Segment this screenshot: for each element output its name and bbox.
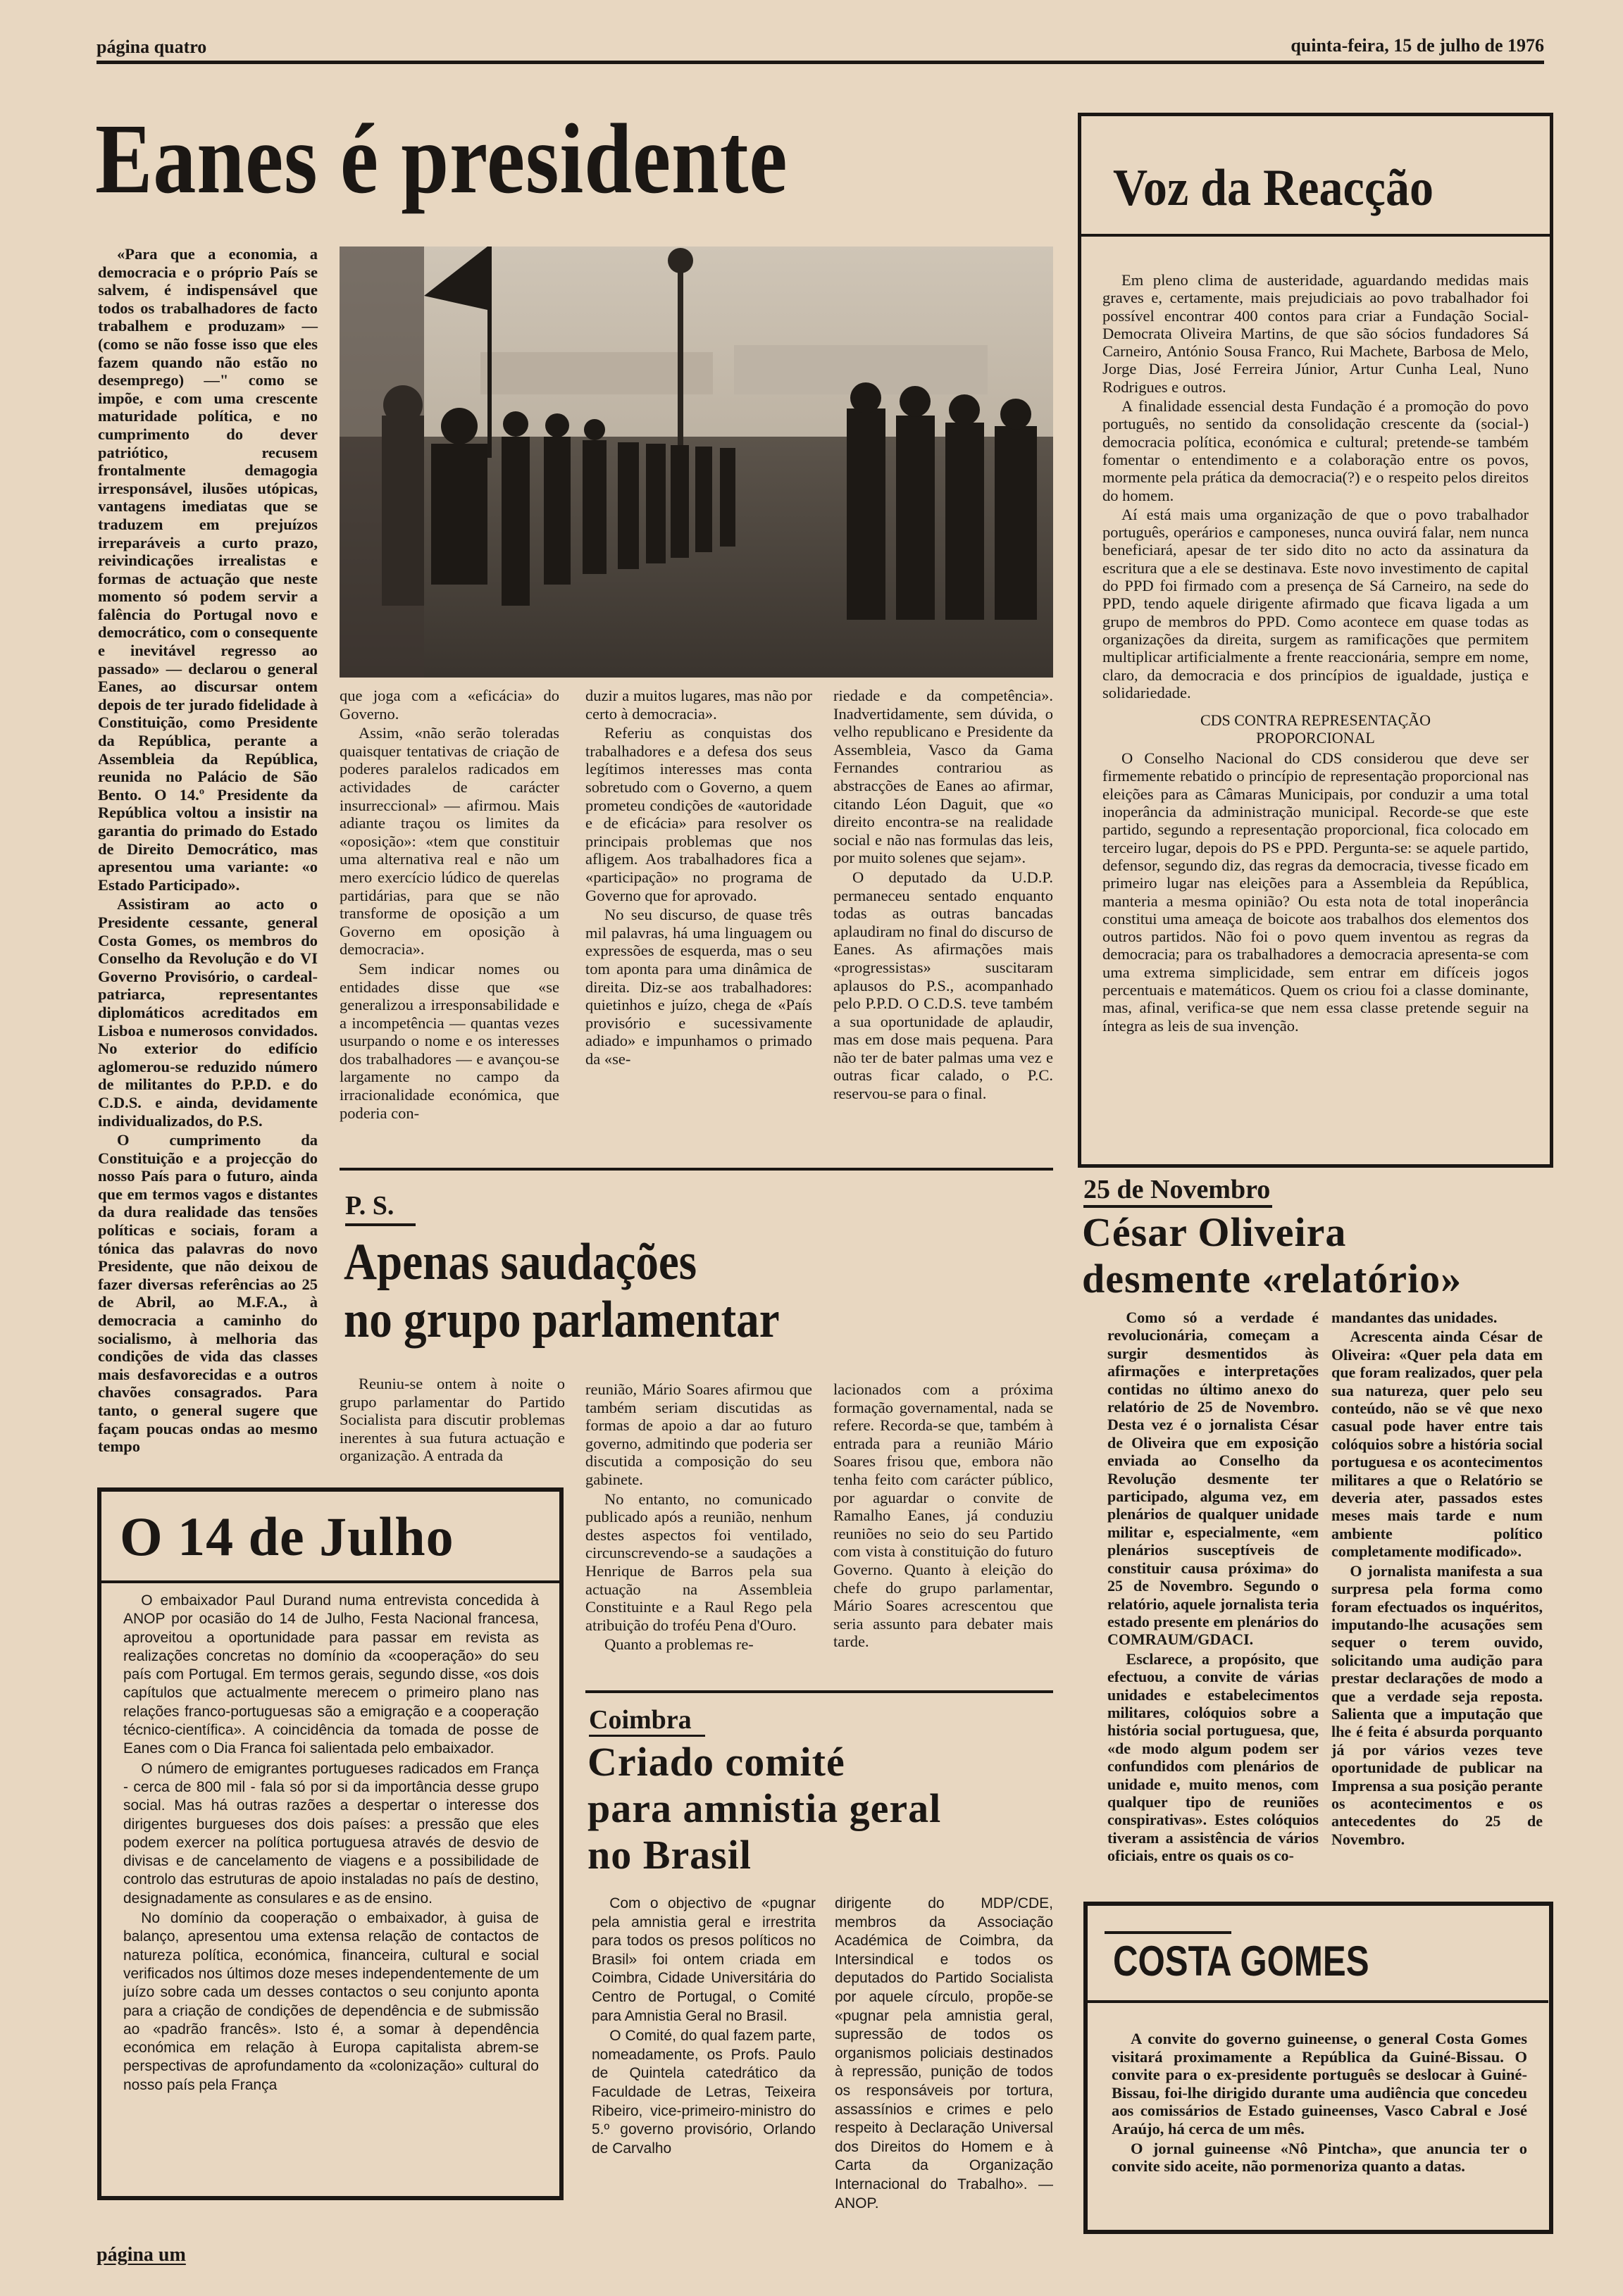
paragraph: Com o objectivo de «pugnar pela amnistia geral e irrestrita para todos os presos políticos no Brasil» foi ontem criada em Coimbra, Cidade Universitária do Centro de Portugal, o Comité para Amnistia Geral no Brasil. (592, 1895, 816, 2024)
paragraph: A finalidade essencial desta Fundação é a promoção do povo português, no sentido da consolidação crescente da (social-) democracia política, económica e cultural; pretende-se também fomentar o entendimento e a colaboração entre os povos, mormente pela prática da democracia(?) e o respeito pelos direitos do homem. (1102, 397, 1529, 504)
oliveira-column-2 (1331, 1309, 1543, 1849)
cds-subhead (1102, 711, 1529, 747)
paragraph: O Conselho Nacional do CDS considerou que deve ser firmemente rebatido o princípio de representação proporcional nas eleições para as Câmaras Municipais, por conduzir a uma total inoperância da administração municipal. Recorde-se que este partido, segundo a representação proporcional, fica colocado em terceiro lugar, depois do PS e PPD. Pergunta-se: se aquele partido, defensor, segundo diz, das regras da democracia, tivesse ficado em primeiro lugar nas eleições para a Assembleia da República, manteria a mesma opinião? Ou esta nota de total inoperância constitui uma ameaça de boicote aos trabalhos dos elementos dos outros partidos. Não foi o povo quem inventou as regras da democracia; para os trabalhadores a democracia apresenta-se com uma extrema simplicidade, sem entrar em difíceis jogos percentuais e matemáticos. Quem os criou foi a classe dominante, mas, afinal, verifica-se que nem essa classe pretende seguir na íntegra as leis de sua invenção. (1102, 749, 1529, 1035)
ps-column-1 (340, 1375, 565, 1466)
kicker-underline (345, 1223, 416, 1226)
header-rule (97, 61, 1544, 64)
julho-head-rule (97, 1580, 562, 1583)
paragraph: «Para que a economia, a democracia e o próprio País se salvem, é indispensável que todos os trabalhadores de facto trabalhem e produzam» — (como se não fosse isso que eles fazem quando não estão no desemprego) —" como se impõe, e com uma crescente maturidade política, e no cumprimento do dever patriótico, recusem frontalmente demagogia irresponsável, ilusões utópicas, vantagens imediatas que se traduzem em prejuízos irreparáveis a curto prazo, reivindicações irrealistas e formas de actuação que neste momento só podem servir a falência do Portugal novo e democrático, com o consequente e inevitável regresso ao passado» — declarou o general Eanes, ao discursar ontem depois de ter jurado fidelidade à Constituição, como Presidente da República, perante a Assembleia da República, reunida no Palácio de São Bento. O 14.º Presidente da República voltou a insistir na garantia do primado do Estado de Direito Democrático, mas apresentou uma variante: «o Estado Participado». (98, 245, 318, 894)
paragraph: Aí está mais uma organização de que o povo trabalhador português, operários e camponeses, nunca ouvirá falar, nem nunca beneficiará, apesar de ter sido dito no acto da assinatura da escritura que a ele se destinava. Este novo investimento de capital do PPD foi firmado com a presença de Sá Carneiro, na sede do PPD, tendo aquele dirigente afirmado que ficava ligada a um grupo de membros do PPD. Como acontece em quase todas as organizações da direita, surgem as ramificações que permitem multiplicar artificialmente a frente reaccionária, sempre em nome, claro, da democracia e dos princípios de igualdade, justiça e solidariedade. (1102, 505, 1529, 701)
paragraph: Esclarece, a propósito, que efectuou, a convite de várias unidades e estabelecimentos militares, colóquios sobre a história social portuguesa, que, «de modo algum podem ser confundidos com plenários de unidade e, muito menos, com qualquer tipo de reuniões conspirativas». Estes colóquios tiveram a assistência de vários oficiais, entre os quais os co- (1107, 1649, 1319, 1865)
paragraph: reunião, Mário Soares afirmou que também seriam discutidas as formas de apoio a dar ao futuro governo, admitindo que poderia ser discutida a composição do seu gabinete. (585, 1380, 812, 1488)
paragraph: Acrescenta ainda César de Oliveira: «Quer pela data em que foram realizados, quer pela sua natureza, quer pelo seu conteúdo, não se vê que nexo casual pode haver entre tais colóquios sobre a história social portuguesa e os acontecimentos militares a que o Relatório se deveria ater, passados estes meses mais tarde e num ambiente político completamente modificado». (1331, 1328, 1543, 1561)
paragraph: duzir a muitos lugares, mas não por certo à democracia». (585, 687, 812, 723)
paragraph: O jornalista manifesta a sua surpresa pela forma como foram efectuados os inquéritos, imputando-lhe acusações sem sequer o terem ouvido, solicitando uma audição para prestar declarações de modo a que a verdade seja reposta. Salienta que a imputação que lhe é feita é absurda porquanto já por vários vezes teve oportunidade de publicar na Imprensa a sua posição perante os acontecimentos e os antecedentes do 25 de Novembro. (1331, 1561, 1543, 1848)
paragraph: O Comité, do qual fazem parte, nomeadamente, os Profs. Paulo de Quintela catedrático da Faculdade de Letras, Teixeira Ribeiro, vice-primeiro-ministro do 5.º governo provisório, Orlando de Carvalho (592, 2028, 816, 2157)
ps-kicker: P. S. (345, 1191, 394, 1221)
coimbra-kicker: Coimbra (589, 1705, 692, 1735)
paragraph: Como só a verdade é revolucionária, começam a surgir desmentidos às afirmações e interpretações contidas no último anexo do relatório de 25 de Novembro. Desta vez é o jornalista César de Oliveira que em exposição enviada ao Conselho da Revolução desmente ter participado, alguma vez, em plenários de qualquer unidade militar e, especialmente, «em plenários susceptíveis de constituir causa próxima» do 25 de Novembro. Segundo o relatório, aquele jornalista teria estado presente em plenários do COMRAUM/GDACI. (1107, 1309, 1319, 1649)
eanes-column-4 (833, 687, 1053, 1104)
oliveira-headline-line-2: desmente «relatório» (1082, 1256, 1462, 1302)
paragraph: dirigente do MDP/CDE, membros da Associação Académica de Coimbra, da Intersindical e todos os deputados do Partido Socialista por aquele círculo, propõe-se «pugnar pela amnistia geral, supressão de todos os organismos policiais destinados à repressão, punição de todos os responsáveis por tortura, assassínios e crimes e pelo respeito à Declaração Universal dos Direitos do Homem e à Carta da Organização Internacional do Trabalho». — ANOP. (835, 1895, 1053, 2211)
costa-head-rule (1087, 2000, 1548, 2003)
issue-date: quinta-feira, 15 de julho de 1976 (1291, 35, 1544, 56)
ps-column-2 (585, 1380, 812, 1655)
reaccao-body (1102, 271, 1529, 1036)
subhead-line: PROPORCIONAL (1256, 729, 1375, 747)
reaccao-head-rule (1081, 234, 1550, 237)
ceremony-photo (340, 247, 1053, 678)
eanes-lead-column (98, 245, 318, 1457)
ps-column-3 (833, 1380, 1053, 1652)
paragraph: No domínio da cooperação o embaixador, à guisa de balanço, apresentou uma extensa relação de contactos de natureza política, económica, financeira, cultural e social verificados nos últimos doze meses independentemente de um juízo sobre cada um desses contactos o seu conjunto aponta para a criação de condições de dependência e de submissão ao «padrão francês». Isto é, a somar à dependência económica em relação à Europa capitalista abrem-se perspectivas de aprofundamento da «colonização» cultural do nosso país pela França (123, 1910, 539, 2093)
paragraph: mandantes das unidades. (1331, 1309, 1498, 1326)
coimbra-column-1 (592, 1895, 816, 2159)
oliveira-kicker: 25 de Novembro (1083, 1175, 1271, 1204)
ps-headline-line-1: Apenas saudações (344, 1233, 697, 1291)
paragraph: Referiu as conquistas dos trabalhadores e a defesa dos seus legítimos interesses mas conta sobretudo com o Governo, a quem prometeu condições de «autoridade e de eficácia» para resolver os principais problemas que nos afligem. Aos trabalhadores fica a «participação» no programa de Governo que for aprovado. (585, 724, 812, 904)
paragraph: Quanto a problemas re- (604, 1635, 754, 1654)
paragraph: O jornal guineense «Nô Pintcha», que anuncia ter o convite sido aceite, não pormenoriza quanto a datas. (1112, 2139, 1527, 2176)
paragraph: O número de emigrantes portugueses radicados em França - cerca de 800 mil - fala só por si da importância desse grupo social. Mas há outras razões a despertar o interesse dos dirigentes burgueses dos dois países: a pressão que eles podem exercer na política portuguesa através de desvio de divisas e de cancelamento de viagens e a possibilidade de controlo das estruturas de apoio instaladas no país de destino, designadamente as consulares e as de ensino. (123, 1760, 539, 1907)
costa-headline: COSTA GOMES (1113, 1938, 1369, 1985)
coimbra-headline-line-1: Criado comité (587, 1739, 845, 1785)
kicker-underline (1083, 1205, 1272, 1208)
paragraph: O deputado da U.D.P. permaneceu sentado enquanto todas as outras bancadas aplaudiram no final do discurso de Eanes. As afirmações mais «progressistas» suscitaram aplausos do P.S., acompanhado pelo P.P.D. O C.D.S. teve também a sua oportunidade de aplaudir, mas em dose mais pequena. Para não ter de bater palmas uma vez e outras ficar calado, o P.C. reservou-se para o final. (833, 868, 1053, 1103)
coimbra-headline-line-3: no Brasil (587, 1832, 752, 1878)
paragraph: A convite do governo guineense, o general Costa Gomes visitará proximamente a República da Guiné-Bissau. O convite para o ex-presidente português se deslocar à Guiné-Bissau, foi-lhe dirigido durante uma audiência que concedeu aos comissários de Estado guineenses, Vasco Cabral e José Araújo, há cerca de um mês. (1112, 2030, 1527, 2138)
section-rule (585, 1690, 1053, 1693)
subhead-line: CDS CONTRA REPRESENTAÇÃO (1200, 711, 1431, 730)
julho-body (123, 1592, 539, 2096)
page-label: página quatro (97, 37, 207, 57)
paragraph: Em pleno clima de austeridade, aguardando medidas mais graves e, certamente, mais prejudiciais ao povo trabalhador foi possível encontrar 400 contos para criar a Fundação Social-Democrata Oliveira Martins, de que são sócios fundadores Sá Carneiro, António Sousa Franco, Rui Machete, Barbosa de Melo, Jorge Dias, José Ferreira Júnior, Artur Cunha Leal, Nuno Rodrigues e outros. (1102, 271, 1529, 396)
paragraph: Assim, «não serão toleradas quaisquer tentativas de criação de poderes paralelos radicados em actividades de carácter insurreccional» — afirmou. Mais adiante traçou os limites da «oposição»: «tem que constituir uma alternativa real e não um mero exercício lúdico de querelas partidárias, para que se não transforme de oposição a um Governo em oposição à democracia». (340, 724, 559, 959)
costa-body (1112, 2030, 1527, 2177)
paragraph: O cumprimento da Constituição e a projecção do nosso País para o futuro, ainda que em termos vagos e distantes da dura realidade das tensões políticas e sociais, foram a tónica das palavras do novo Presidente, que não deixou de fazer diversas referências ao 25 de Abril, ao M.F.A., à democracia a caminho do socialismo, à melhoria das condições de vida das classes mais desfavorecidas e a outros chavões consagrados. Para tanto, o general sugere que façam poucas ondas ao mesmo tempo (98, 1131, 318, 1456)
eanes-column-2 (340, 687, 559, 1123)
paragraph: Reuniu-se ontem à noite o grupo parlamentar do Partido Socialista para discutir problemas inerentes à sua futura actuação e organização. A entrada da (340, 1375, 565, 1465)
coimbra-headline-line-2: para amnistia geral (587, 1785, 942, 1831)
ps-headline-line-2: no grupo parlamentar (344, 1291, 780, 1349)
paragraph: que joga com a «eficácia» do Governo. (340, 687, 559, 723)
eanes-column-3 (585, 687, 812, 1069)
paragraph: No seu discurso, de quase três mil palavras, há uma linguagem ou expressões de esquerda, mas o seu tom aponta para uma dinâmica de direita. Diz-se aos trabalhadores: quietinhos e juízo, chega de «País provisório e sucessivamente adiado» e impunhamos o primado da «se- (585, 906, 812, 1068)
oliveira-headline-line-1: César Oliveira (1082, 1209, 1347, 1255)
paragraph: Assistiram ao acto o Presidente cessante, general Costa Gomes, os membros do Conselho da Revolução e do VI Governo Provisório, o cardeal-patriarca, representantes diplomáticos acreditados em Lisboa e numerosos convidados. No exterior do edifício aglomerou-se reduzido número de militantes do P.P.D. e do C.D.S. e ainda, devidamente individualizados, do P.S. (98, 895, 318, 1130)
costa-head-topline (1105, 1931, 1231, 1934)
paragraph: No entanto, no comunicado publicado após a reunião, nenhum destes aspectos foi ventilado, circunscrevendo-se a saudações a Henrique de Barros pela sua actuação na Assembleia Constituinte e a Raul Rego pela atribuição do troféu Pena d'Ouro. (585, 1490, 812, 1634)
eanes-headline: Eanes é presidente (95, 103, 788, 214)
paragraph: lacionados com a próxima formação governamental, nada se refere. Recorda-se que, também à entrada para a reunião Mário Soares frisou que, embora não tenha feito com carácter público, por aguardar o convite de Ramalho Eanes, já conduziu reuniões no seio do seu Partido com vista à constituição do futuro Governo. Quanto à eleição do chefe do grupo parlamentar, Mário Soares acrescentou que seria assunto para debater mais tarde. (833, 1380, 1053, 1651)
reaccao-headline: Voz da Reacção (1113, 159, 1434, 217)
footer-page-label: página um (97, 2244, 186, 2266)
kicker-underline (589, 1735, 705, 1737)
paragraph: riedade e da competência». Inadvertidamente, sem dúvida, o velho republicano e Presidente da Assembleia, Vasco da Gama Fernandes contrariou as abstracções de Eanes ao afirmar, citando Léon Daguit, que «o direito encontra-se na realidade social e não nas formulas das leis, por muito solenes que sejam». (833, 687, 1053, 867)
oliveira-column-1 (1107, 1309, 1319, 1866)
section-rule (340, 1168, 1053, 1171)
photo-military-parade (340, 247, 1053, 678)
julho-headline: O 14 de Julho (120, 1506, 454, 1567)
coimbra-column-2 (835, 1895, 1053, 2214)
paragraph: Sem indicar nomes ou entidades disse que «se generalizou a irresponsabilidade e a incompetência — quantas vezes usurpando o nome e os interesses dos trabalhadores — e avançou-se largamente no campo da irracionalidade económica, que poderia con- (340, 959, 559, 1122)
paragraph: O embaixador Paul Durand numa entrevista concedida à ANOP por ocasião do 14 de Julho, Festa Nacional francesa, aproveitou a oportunidade para passar em revista as realizações concretas no domínio da «cooperação» do seu país com Portugal. Em termos gerais, segundo disse, «os dois capítulos que actualmente merecem o primeiro plano nas relações franco-portuguesas são a emigração e a cooperação técnico-científica». A coincidência da tomada de posse de Eanes com o Dia Franca foi salientada pelo embaixador. (123, 1592, 539, 1757)
